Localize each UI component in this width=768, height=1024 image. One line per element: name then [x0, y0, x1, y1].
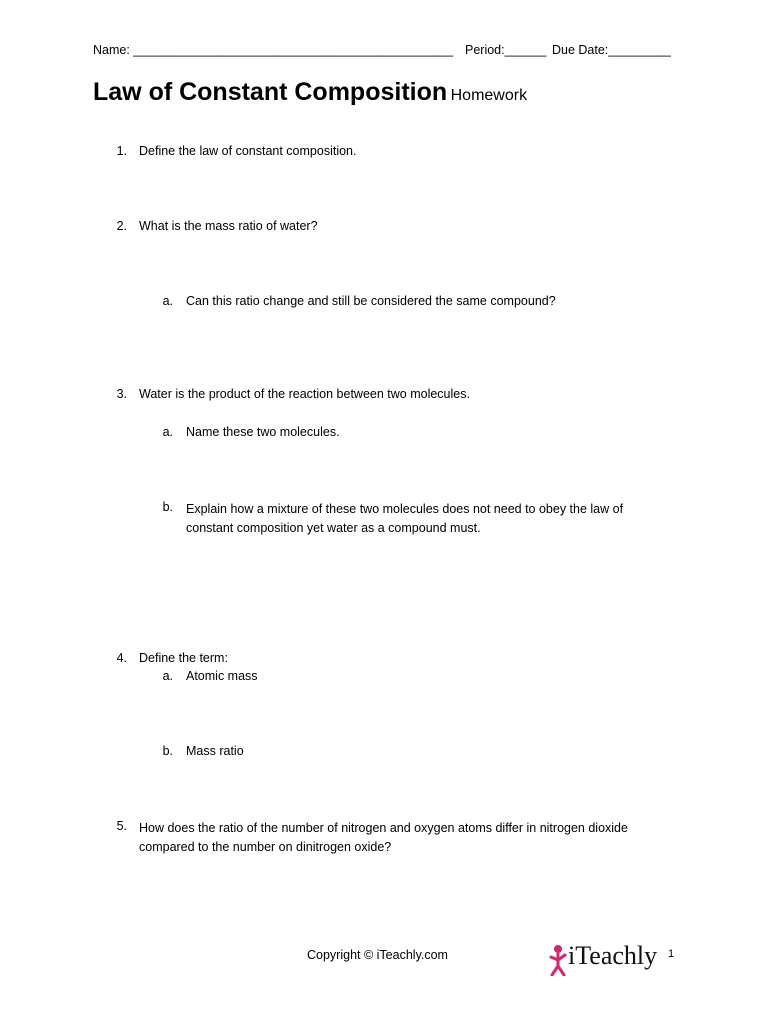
- sub-question-letter: b.: [162, 744, 173, 758]
- sub-question-text: Atomic mass: [186, 669, 258, 683]
- sub-question-letter: a.: [162, 425, 173, 439]
- question-number: 2.: [116, 219, 127, 233]
- sub-question-letter: b.: [162, 500, 173, 514]
- question-number: 5.: [116, 819, 127, 833]
- title-subtitle: Homework: [450, 87, 528, 104]
- question-text: Define the law of constant composition.: [139, 144, 357, 158]
- name-field-label: Name: ______________________________________________: [93, 43, 454, 57]
- period-field-label: Period:______: [465, 43, 547, 57]
- question-number: 4.: [116, 651, 127, 665]
- logo-wordmark: iTeachly: [568, 941, 658, 970]
- question-number: 1.: [116, 144, 127, 158]
- copyright-notice: Copyright © iTeachly.com: [307, 948, 448, 962]
- due-date-field-label: Due Date:_________: [552, 43, 671, 57]
- question-text: Define the term:: [139, 651, 228, 665]
- sub-question-text: Can this ratio change and still be considered the same compound?: [186, 294, 556, 308]
- page-number: 1: [668, 948, 675, 960]
- page-title: [93, 78, 527, 107]
- title-main: Law of Constant Composition: [93, 78, 448, 106]
- sub-question-text: Name these two molecules.: [186, 425, 340, 439]
- figure-icon: [548, 944, 568, 976]
- question-text: What is the mass ratio of water?: [139, 219, 318, 233]
- sub-question-text: Mass ratio: [186, 744, 244, 758]
- sub-question-letter: a.: [162, 294, 173, 308]
- question-text: How does the ratio of the number of nitrogen and oxygen atoms differ in nitrogen dioxide compared to the number on dinitrogen oxide?: [139, 821, 628, 854]
- question-text: Water is the product of the reaction between two molecules.: [139, 387, 470, 401]
- sub-question-text: Explain how a mixture of these two molecules does not need to obey the law of constant composition yet water as a compound must.: [186, 502, 624, 535]
- sub-question-letter: a.: [162, 669, 173, 683]
- question-number: 3.: [116, 387, 127, 401]
